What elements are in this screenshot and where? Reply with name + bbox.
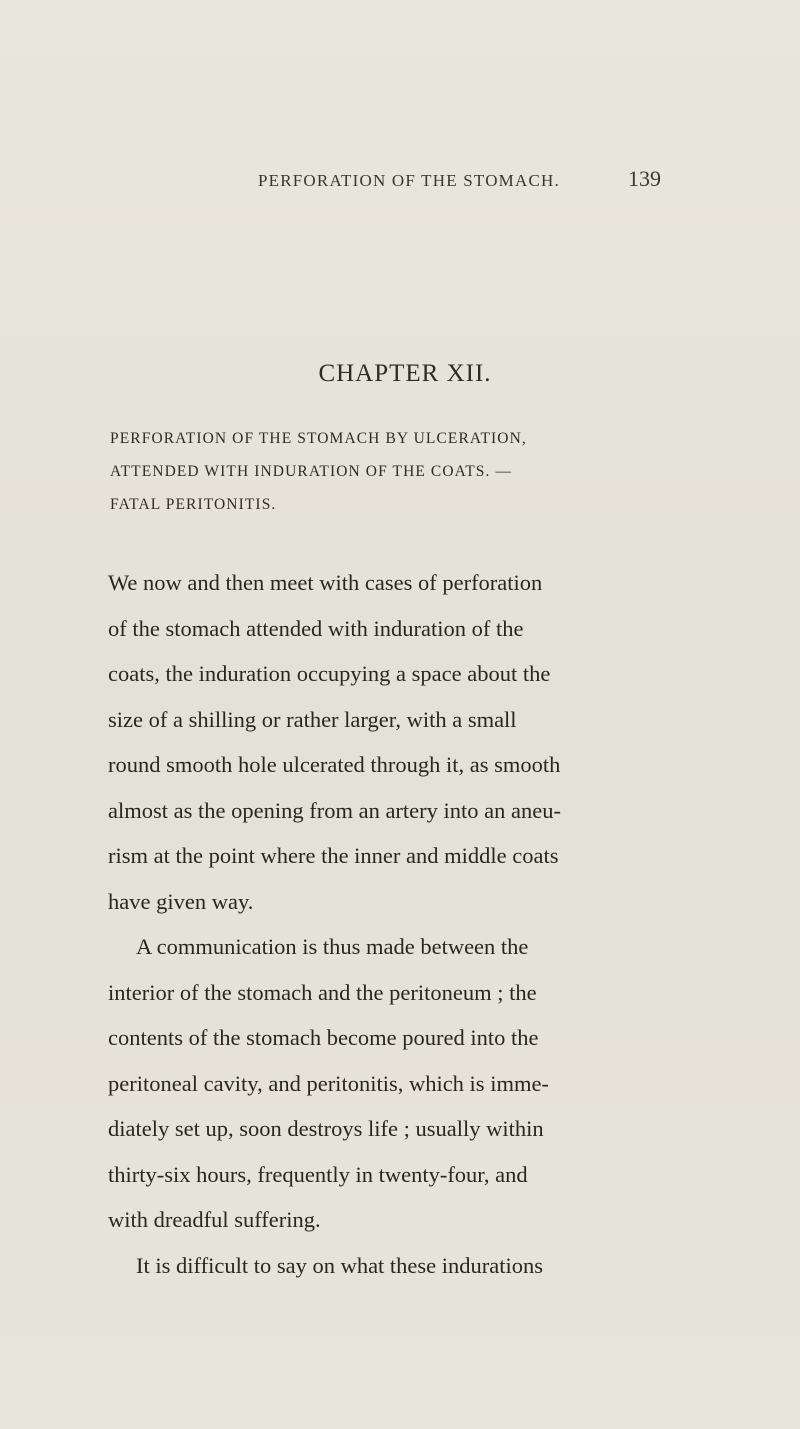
paragraph-line: interior of the stomach and the peritoneum ; the [108,979,537,1005]
paragraph-line: diately set up, soon destroys life ; usually within [108,1116,544,1141]
running-head: PERFORATION OF THE STOMACH. [258,171,560,190]
paragraph-line: with dreadful suffering. [108,1207,321,1232]
paragraph-line: contents of the stomach become poured into the [108,1025,539,1050]
paragraph-line: We now and then meet with cases of perforation [108,570,543,595]
paragraph-line: almost as the opening from an artery into an aneu- [108,797,561,823]
chapter-title: CHAPTER XII. [318,360,492,387]
chapter-subtitle [110,422,670,521]
paragraph-line: It is difficult to say on what these indurations [136,1252,544,1278]
paragraph-line: have given way. [108,888,254,914]
paragraph-line: peritoneal cavity, and peritonitis, which is imme- [108,1070,549,1096]
body-text [108,560,673,1288]
paragraph-line: thirty-six hours, frequently in twenty-four, and [108,1161,528,1187]
chapter-subtitle-line: FATAL PERITONITIS. [110,496,277,513]
paragraph-line: rism at the point where the inner and middle coats [108,843,559,868]
paragraph-line: A communication is thus made between the [136,934,529,959]
paragraph-line: round smooth hole ulcerated through it, as smooth [108,752,561,777]
paragraph-line: of the stomach attended with induration of the [108,615,524,641]
chapter-subtitle-line: ATTENDED WITH INDURATION OF THE COATS. — [110,463,513,480]
paragraph-line: size of a shilling or rather larger, with a small [108,706,517,732]
chapter-subtitle-line: PERFORATION OF THE STOMACH BY ULCERATION, [110,430,527,447]
page-number: 139 [628,166,661,191]
paragraph-line: coats, the induration occupying a space about the [108,661,551,686]
